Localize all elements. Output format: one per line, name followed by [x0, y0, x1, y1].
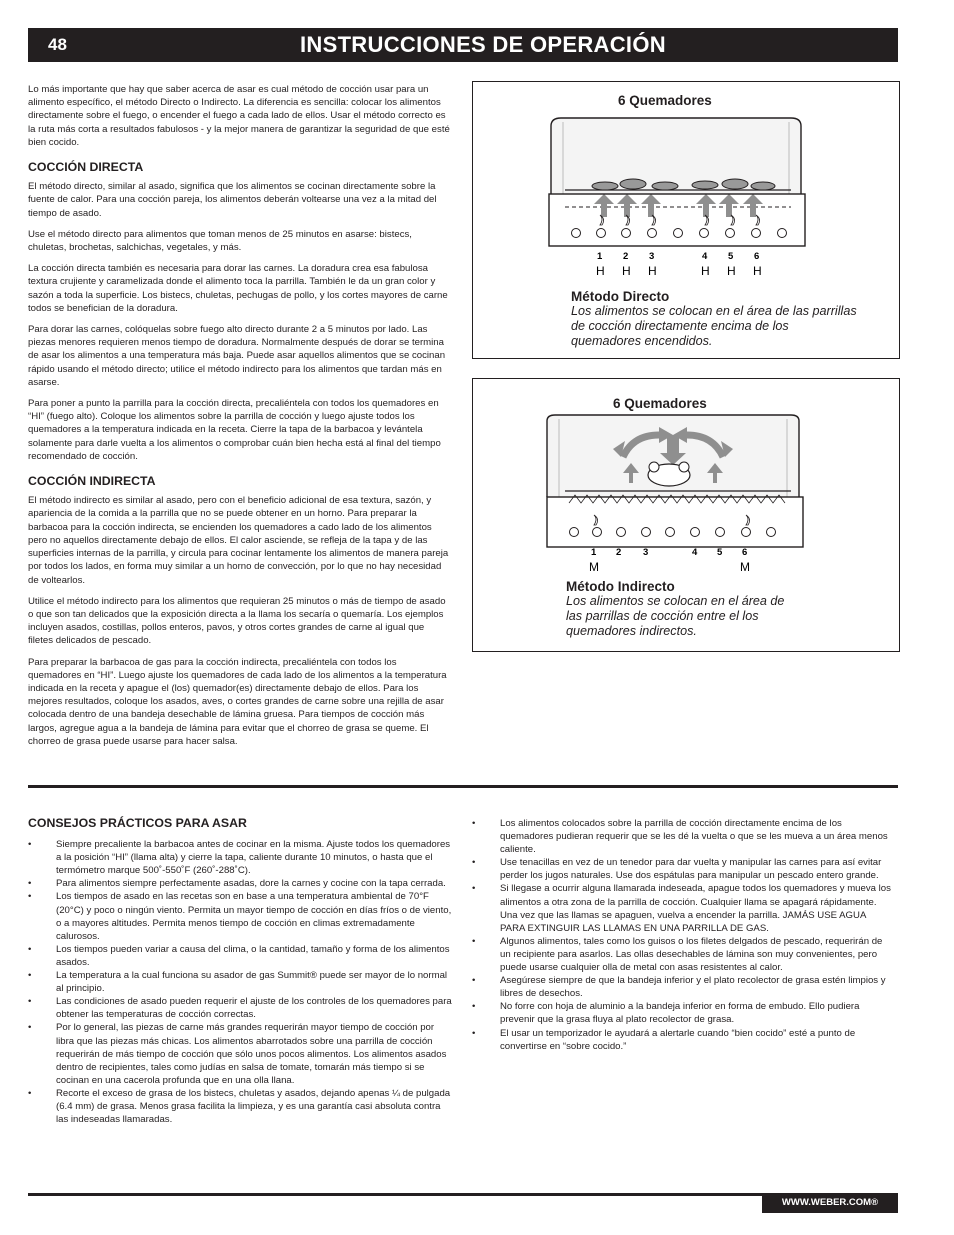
burner-setting: H	[753, 264, 762, 278]
page-number: 48	[48, 35, 67, 54]
indirect-heading: COCCIÓN INDIRECTA	[28, 474, 156, 489]
list-item: • Los alimentos colocados sobre la parrilla de cocción directamente encima de los quemadores pudieran requerir que se les dé la vuelta o que se les mueva a un área menos caliente.	[472, 817, 892, 856]
direct-paragraph: La cocción directa también es necesaria para dorar las carnes. La doradura crea esa fabulosa textura crujiente y caramelizada donde el alimento toca la parrilla. También le da un gran color y sazón a toda la superficie. Los bistecs, chuletas, pechugas de pollo, y los cortes mayores de carne todos se benefician de la doradura.	[28, 263, 448, 314]
burner-number: 4	[692, 547, 698, 558]
list-item: • Por lo general, las piezas de carne más grandes requerirán mayor tiempo de cocción por libra que las piezas más chicas. Los alimentos abarrotados sobre una parrilla de cocción requerirán de más tiempo de cocción que sólo unos pocos alimentos. Los alimentos asados dentro de recipientes, tales como judías en salsa de tomate, tomarán más tiempo si se cocinan en una cacerola profunda que en una olla llana.	[28, 1021, 454, 1086]
header-bar	[28, 28, 898, 62]
indirect-method-description: Los alimentos se colocan en el área de las parrillas de cocción entre el los quemadores indirectos.	[566, 594, 785, 639]
burner-number: 4	[702, 251, 708, 262]
direct-paragraph: Para poner a punto la parrilla para la cocción directa, precaliéntela con todos los quemadores en “HI” (fuego alto). Coloque los alimentos sobre la parrilla de cocción y luego ajuste todos los quemadores a la temperatura indicada en la receta. Cierre la tapa de la barbacoa y levántela solamente para darle vuelta a los alimentos o comprobar cuán bien hecha está al final del tiempo recomendado de cocción.	[28, 398, 441, 462]
direct-figure-heading: 6 Quemadores	[618, 93, 712, 108]
indirect-method-title: Método Indirecto	[566, 579, 675, 594]
indirect-paragraph: Utilice el método indirecto para los alimentos que requieran 25 minutos o más de tiempo de asado o que son tan delicados que la exposición directa a la llama los secaría o quemaría. Los ejemplos incluyen asados, costillas, pollos enteros, pavos, y otros cortes grandes de carne al igual que filetes delicados de pescado.	[28, 595, 446, 647]
burner-setting: M	[589, 560, 599, 574]
burner-setting: H	[727, 264, 736, 278]
list-item: • Si llegase a ocurrir alguna llamarada indeseada, apague todos los quemadores y mueva los alimentos a otra zona de la parrilla de cocción. Cualquier llama se apagará rápidamente. Una vez que las llamas se apaguen, vuelva a encender la parrilla. JAMÁS USE AGUA PARA EXTINGUIR LAS LLAMAS EN UNA PARRILLA DE GAS.	[472, 882, 892, 934]
burner-number: 3	[643, 547, 649, 558]
list-item: • El usar un temporizador le ayudará a alertarle cuando “bien cocido” esté a punto de convertirse en “sobre cocido.”	[472, 1027, 892, 1053]
direct-paragraph: Use el método directo para alimentos que toman menos de 25 minutos en asarse: bistecs, chuletas, brochetas, salchichas, vegetales, y más.	[28, 228, 412, 254]
burner-number: 1	[597, 251, 603, 262]
tips-list	[28, 838, 454, 1126]
burner-setting: H	[596, 264, 605, 278]
list-item: • Use tenacillas en vez de un tenedor para dar vuelta y manipular las carnes para así evitar perder los jugos naturales. Use dos espátulas para manipular un pescado entero grande.	[472, 856, 892, 882]
tips-list	[472, 817, 892, 1053]
burner-number: 5	[717, 547, 723, 558]
indirect-paragraph: Para preparar la barbacoa de gas para la cocción indirecta, precaliéntela con todos los quemadores en “HI”. Luego ajuste los quemadores de cada lado de los alimentos a la temperatura indicada en la receta y apague el (los) quemador(es) directamente debajo de ellos. Para los mejores resultados, coloque los asados, aves, o cortes grandes de carne sobre una rejilla de asar colocada dentro de una bandeja desechable de lámina gruesa. Para tiempos de cocción más largos, agregue agua a la bandeja de lámina para evitar que el chorreo de grasa se queme. El chorreo de grasa puede usarse para hacer salsa.	[28, 656, 447, 747]
burner-setting: H	[648, 264, 657, 278]
direct-method-title: Método Directo	[571, 289, 670, 304]
footer-url: WWW.WEBER.COM®	[762, 1193, 898, 1213]
list-item: • Recorte el exceso de grasa de los bistecs, chuletas y asados, dejando apenas ¼ de pulgada (6.4 mm) de grasa. Menos grasa facilita la limpieza, y es una garantía casi absoluta contra las indeseadas llamaradas.	[28, 1087, 454, 1126]
tips-right-column	[472, 817, 892, 1053]
burner-setting: H	[701, 264, 710, 278]
direct-heading: COCCIÓN DIRECTA	[28, 160, 144, 175]
page-title: INSTRUCCIONES DE OPERACIÓN	[300, 32, 666, 57]
list-item: • Algunos alimentos, tales como los guisos o los filetes delgados de pescado, requerirán de un recipiente para asarlos. Las ollas desechables de lámina son muy convenientes, pero puede usarse cualquier olla de metal con asas resistentes al calor.	[472, 935, 892, 974]
indirect-figure-heading: 6 Quemadores	[613, 396, 707, 411]
burner-number: 2	[623, 251, 629, 262]
list-item: • Los tiempos pueden variar a causa del clima, o la cantidad, tamaño y forma de los alimentos asados.	[28, 943, 454, 969]
tips-left-column	[28, 817, 454, 1126]
list-item: • Siempre precaliente la barbacoa antes de cocinar en la misma. Ajuste todos los quemadores a la posición “HI” (llama alta) y cierre la tapa, caliente durante 10 minutos, o hasta que el termómetro marque 500˚-550˚F (260˚-288˚C).	[28, 838, 454, 877]
burner-number: 2	[616, 547, 622, 558]
indirect-method-figure	[472, 378, 900, 652]
list-item: • Para alimentos siempre perfectamente asadas, dore la carnes y cocine con la tapa cerrada.	[28, 877, 454, 890]
burner-number: 5	[728, 251, 734, 262]
burner-setting: H	[622, 264, 631, 278]
section-divider	[28, 785, 898, 788]
burner-number: 6	[754, 251, 760, 262]
tips-heading: CONSEJOS PRÁCTICOS PARA ASAR	[28, 816, 247, 830]
burner-number: 6	[742, 547, 748, 558]
indirect-paragraph: El método indirecto es similar al asado, pero con el beneficio adicional de esa textura, sazón, y apariencia de la comida a la parrilla que no se puede obtener en un horno. Para preparar la barbacoa para la cocción indirecta, se encienden los quemadores a cado lado de los alimentos pero no aquellos directamente debajo de ellos. El calor asciende, se refleja de la tapa y de las superficies internas de la parrilla, y circula para cocinar lentamente los alimentos de manera pareja por todos los lados, en forma muy similar a un horno de convección, por lo que no hay necesidad de voltearlos.	[28, 495, 449, 586]
left-column	[28, 83, 450, 756]
direct-paragraph: Para dorar las carnes, colóquelas sobre fuego alto directo durante 2 a 5 minutos por lado. Las piezas menores requieren menos tiempo de doradura. Normalmente después de dorar se termina de asar los alimentos a una temperatura más baja. Puede asar aquellos alimentos que se cocinan rápido usando el método directo; utilice el método indirecto para los alimentos que tardan más en asarse.	[28, 324, 446, 388]
list-item: • La temperatura a la cual funciona su asador de gas Summit® puede ser mayor de lo normal al principio.	[28, 969, 454, 995]
burner-number: 3	[649, 251, 655, 262]
list-item: • No forre con hoja de aluminio a la bandeja inferior en forma de embudo. Ello pudiera prevenir que la grasa fluya al plato recolector de grasa.	[472, 1000, 892, 1026]
burner-setting: M	[740, 560, 750, 574]
list-item: • Asegúrese siempre de que la bandeja inferior y el plato recolector de grasa estén limpios y libres de desechos.	[472, 974, 892, 1000]
direct-method-description: Los alimentos se colocan en el área de las parrillas de cocción directamente encima de los quemadores encendidos.	[571, 304, 857, 349]
direct-paragraph: El método directo, similar al asado, significa que los alimentos se cocinan directamente sobre la fuente de calor. Para una cocción pareja, los alimentos deberán voltearse una vez a la mitad del tiempo de asado.	[28, 181, 437, 219]
burner-number: 1	[591, 547, 597, 558]
direct-method-figure	[472, 81, 900, 359]
list-item: • Las condiciones de asado pueden requerir el ajuste de los controles de los quemadores para obtener las temperaturas de cocción correctas.	[28, 995, 454, 1021]
intro-paragraph: Lo más importante que hay que saber acerca de asar es cual método de cocción usar para un alimento específico, el método Directo o Indirecto. La diferencia es sencilla: colocar los alimentos directamente sobre el fuego, o encender el fuego a cada lado de ellos. Usar el método correcto es la ruta más corta a resultados fabulosos - y la mejor manera de garantizar la seguridad de que esté bien cocido.	[28, 84, 450, 148]
list-item: • Los tiempos de asado en las recetas son en base a una temperatura ambiental de 70°F (20°C) y poco o ningún viento. Permita un mayor tiempo de cocción en días fríos o de viento, o a mayores altitudes. Permita menos tiempo de cocción en climas extremadamente calurosos.	[28, 890, 454, 942]
